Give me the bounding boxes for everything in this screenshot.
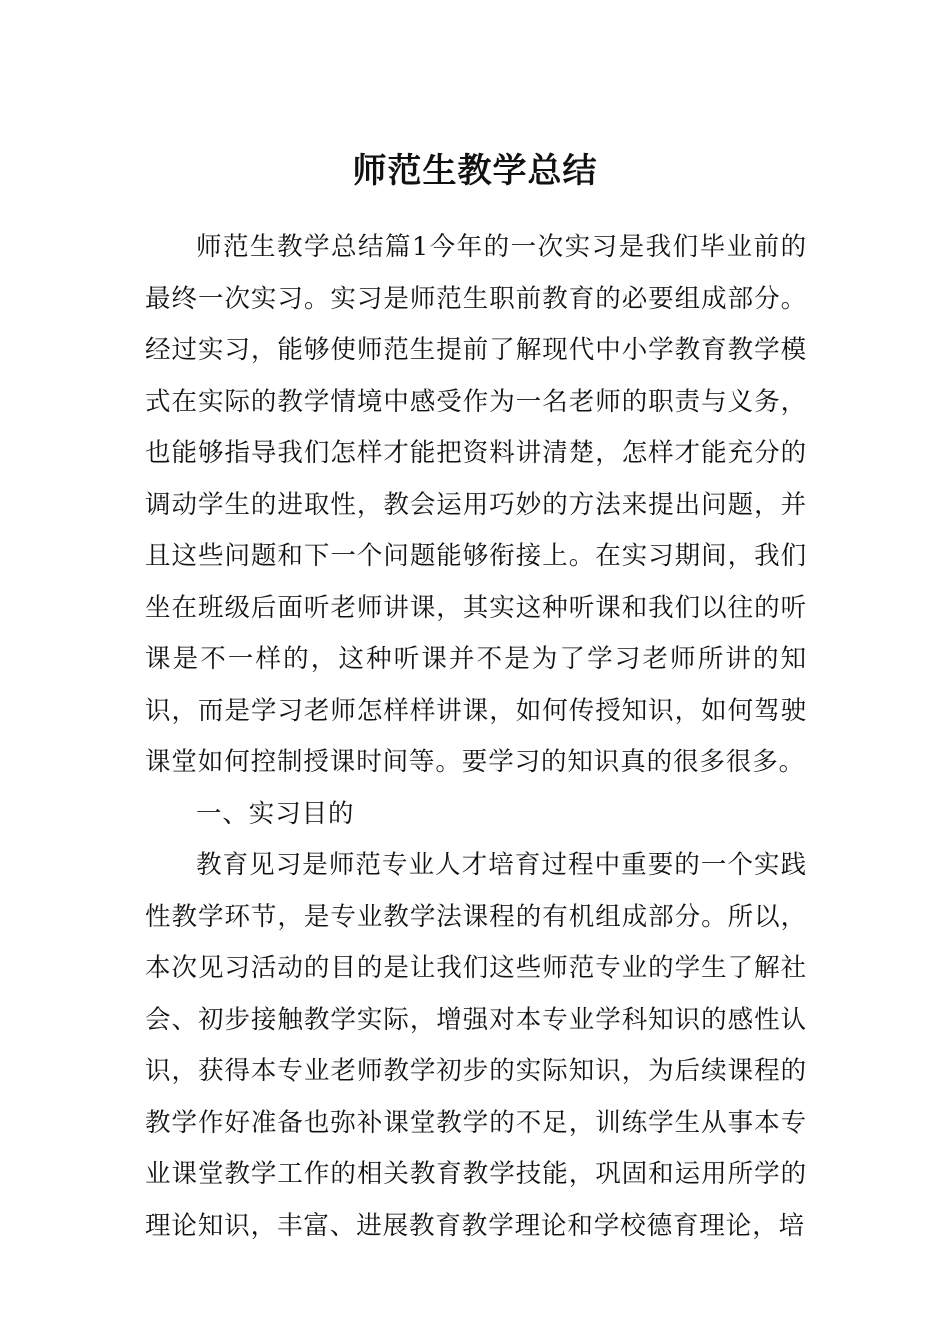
section-heading-purpose: 一、实习目的 xyxy=(196,798,355,829)
paragraph-purpose: 教育见习是师范专业人才培育过程中重要的一个实践性教学环节，是专业教学法课程的有机组成部分。所以，本次见习活动的目的是让我们这些师范专业的学生了解社会、初步接触教学实际，增强对本专业学科知识的感性认识，获得本专业老师教学初步的实际知识，为后续课程的教学作好准备也弥补课堂教学的不足，训练学生从事本专业课堂教学工作的相关教育教学技能，巩固和运用所学的理论知识，丰富、进展教育教学理论和学校德育理论，培 xyxy=(145,850,807,1241)
document-title: 师范生教学总结 xyxy=(352,150,598,191)
paragraph-intro: 师范生教学总结篇1今年的一次实习是我们毕业前的最终一次实习。实习是师范生职前教育的必要组成部分。经过实习，能够使师范生提前了解现代中小学教育教学模式在实际的教学情境中感受作为一名老师的职责与义务，也能够指导我们怎样才能把资料讲清楚，怎样才能充分的调动学生的进取性，教会运用巧妙的方法来提出问题，并且这些问题和下一个问题能够衔接上。在实习期间，我们坐在班级后面听老师讲课，其实这种听课和我们以往的听课是不一样的，这种听课并不是为了学习老师所讲的知识，而是学习老师怎样样讲课，如何传授知识，如何驾驶课堂如何控制授课时间等。要学习的知识真的很多很多。 xyxy=(145,232,807,777)
document-body xyxy=(145,222,807,1252)
